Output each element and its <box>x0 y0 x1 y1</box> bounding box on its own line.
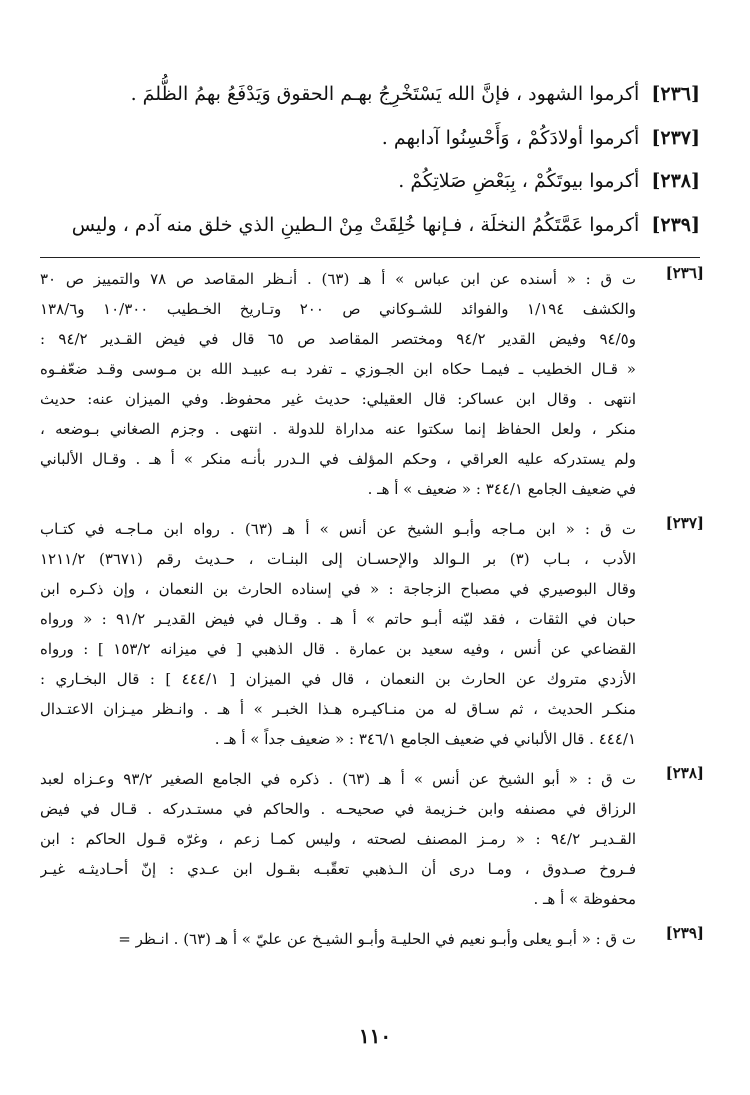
footnote-text <box>40 514 636 754</box>
footnotes <box>40 263 704 954</box>
entry-text: أكرموا عَمَّتَكُمُ النخلَة ، فـإنها خُلِقَتْ مِنْ الـطينِ الذي خلق منه آدم ، وليس <box>71 213 640 236</box>
footnote-number: [٢٣٧] <box>665 513 704 532</box>
page-body <box>40 82 704 964</box>
footnote-text <box>40 764 636 914</box>
footnote-divider <box>40 257 700 258</box>
page-number: ١١٠ <box>358 1024 392 1048</box>
footnote-line: ولم يستدركه عليه العراقي ، وحكم المؤلف في الـدرر بأنـه منكر » أ هـ . وقـال الألباني <box>40 449 636 468</box>
entry-text: أكرموا بيوتَكُمْ ، بِبَعْضِ صَلاتِكُمْ . <box>398 170 640 193</box>
footnote-number: [٢٣٩] <box>665 923 704 942</box>
footnote-line: محفوظة » أ هـ . <box>533 889 636 908</box>
footnote-text <box>40 924 636 954</box>
main-entry <box>40 169 700 195</box>
footnote-line: حبان في الثقات ، فقد ليّنه أبـو حاتم » أ هـ . وقـال في فيض القديـر ٩١/٢ : « ورواه <box>40 609 636 628</box>
entry-number: [٢٣٨] <box>651 170 700 193</box>
footnote-line: وقال البوصيري في مصباح الزجاجة : « في إسناده الحارث بن النعمان ، وإن ذكـره ابن <box>40 579 636 598</box>
footnote-line: الأزدي متروك عن الحارث بن النعمان ، قال في الميزان [ ٤٤٤/١ ] : قال البخـاري : <box>40 669 636 688</box>
footnote-line: و٩٤/٥ وفيض القدير ٩٤/٢ ومختصر المقاصد ص ٦٥ قال في فيض القـدير ٩٤/٢ : <box>40 329 636 348</box>
footnote-line: ٤٤٤/١ . قال الألباني في ضعيف الجامع ٣٤٦/١ : « ضعيف جداً » أ هـ . <box>214 729 636 748</box>
footnote-text <box>40 264 636 504</box>
footnote-line: القـديـر ٩٤/٢ : « رمـز المصنف لصحته ، وليس كمـا زعم ، وغرّه قـول الحاكم : ابن <box>40 829 636 848</box>
footnote-line: منكـر الحديث ، ثم سـاق له من منـاكيـره هـذا الخبـر » أ هـ . وانـظر ميـزان الاعتـدال <box>40 699 636 718</box>
footnote <box>40 513 704 754</box>
entry-number: [٢٣٦] <box>651 83 700 105</box>
main-entry <box>40 126 700 152</box>
entry-number: [٢٣٩] <box>651 213 700 236</box>
entry-number: [٢٣٧] <box>651 126 700 149</box>
footnote-line: « قـال الخطيب ـ فيمـا حكاه ابن الجـوزي ـ تفرد بـه عبيـد الله بن مـوسى وقـد ضعّفـوه <box>40 359 636 378</box>
main-entries <box>40 82 700 239</box>
footnote-line: ت ق : « أبو الشيخ عن أنس » أ هـ (٦٣) . ذكره في الجامع الصغير ٩٣/٢ وعـزاه لعبد <box>40 769 636 788</box>
footnote-number: [٢٣٦] <box>665 263 704 282</box>
footnote-line: فـروخ صـدوق ، ومـا درى أن الـذهبي تعقّبـه بقـول ابن عـدي : إنّ أحـاديثـه غيـر <box>40 859 636 878</box>
footnote-line: ت ق : « أبـو يعلى وأبـو نعيم في الحليـة وأبـو الشيـخ عن عليّ » أ هـ (٦٣) . انـظر = <box>118 929 636 948</box>
footnote-line: في ضعيف الجامع ٣٤٤/١ : « ضعيف » أ هـ . <box>367 479 636 498</box>
footnote-line: ت ق : « أسنده عن ابن عباس » أ هـ (٦٣) . أنـظر المقاصد ص ٧٨ والتمييز ص ٣٠ <box>40 269 636 288</box>
footnote-line: منكر ، ولعل الحفاظ إنما سكتوا عنه مداراة للدولة . انتهى . وجزم الصغاني بـوضعه ، <box>40 419 636 438</box>
footnote-line: ت ق : « ابن مـاجه وأبـو الشيخ عن أنس » أ هـ (٦٣) . رواه ابن مـاجـه في كتـاب <box>40 519 636 538</box>
footnote-line: الرزاق في مصنفه وابن خـزيمة في صحيحـه . والحاكم في مستـدركه . قـال في فيض <box>40 799 636 818</box>
main-entry <box>40 82 700 108</box>
entry-text: أكرموا أولادَكُمْ ، وَأَحْسِنُوا آدابهم . <box>381 126 640 149</box>
footnote-line: القضاعي عن أنس ، وفيه سعيد بن عمارة . قال الذهبي [ في ميزانه ١٥٣/٢ ] : ورواه <box>40 639 636 658</box>
footnote-number: [٢٣٨] <box>665 763 704 782</box>
footnote-line: والكشف ١/١٩٤ والفوائد للشـوكاني ص ٢٠٠ وتـاريخ الخـطيب ١٠/٣٠٠ و١٣٨/٦ <box>40 299 636 318</box>
footnote-line: انتهى . وقال ابن عساكر: قال العقيلي: حديث غير محفوظ. وفي الميزان عنه: حديث <box>40 389 636 408</box>
footnote-line: الأدب ، بـاب (٣) بر الـوالد والإحسـان إلى البنـات ، حـديث رقم (٣٦٧١) ١٢١١/٢ <box>40 549 636 568</box>
footnote <box>40 763 704 914</box>
entry-text: أكرموا الشهود ، فإنَّ الله يَسْتَخْرِجُ بهـم الحقوق وَيَدْفَعُ بهمُ الظُّلمَ . <box>130 83 640 105</box>
main-entry <box>40 213 700 239</box>
footnote <box>40 923 704 954</box>
footnote <box>40 263 704 504</box>
